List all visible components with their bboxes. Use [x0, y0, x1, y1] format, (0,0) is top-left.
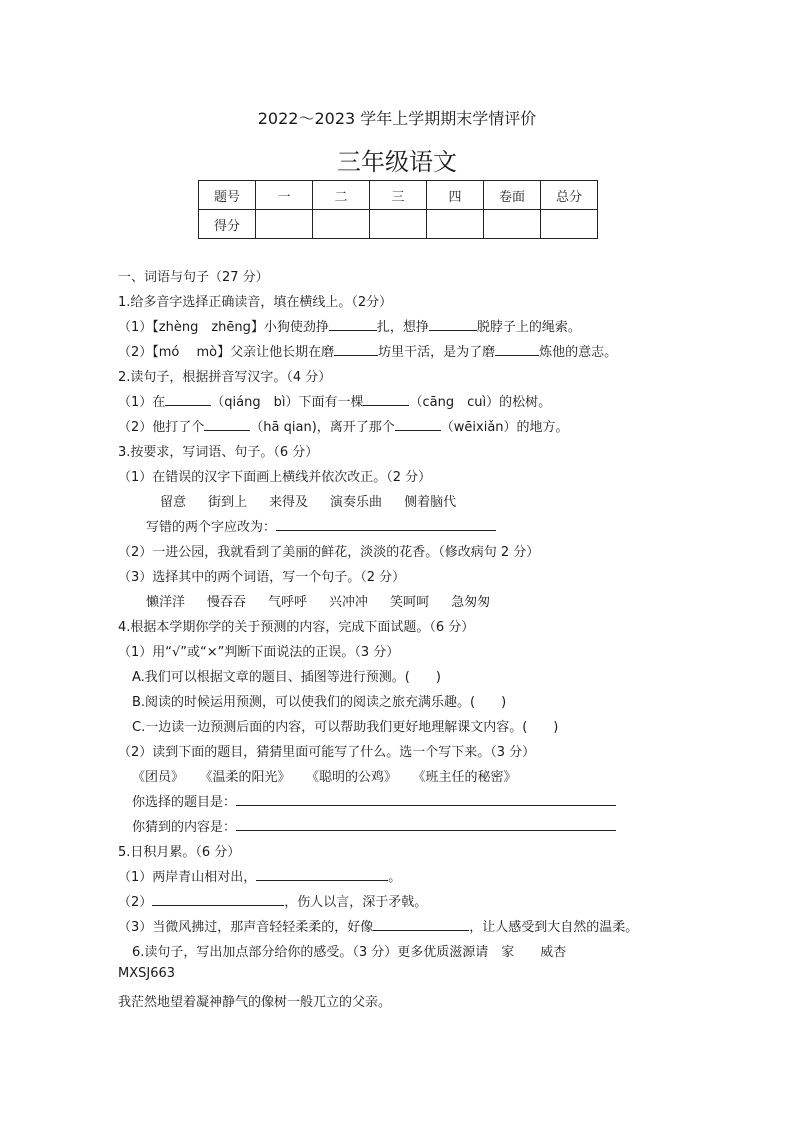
answer-blank[interactable]: [236, 793, 616, 806]
q1-item2-text: 坊里干活，是为了磨: [378, 345, 496, 360]
answer-blank[interactable]: [256, 868, 388, 881]
q2-item1-text: （1）在: [118, 395, 166, 410]
q4-option-b: B.阅读的时候运用预测，可以使我们的阅读之旅充满乐趣。( ): [132, 695, 507, 710]
q4-guess-label: 你猜到的内容是：: [132, 820, 237, 835]
exam-subject-title: 三年级语文: [337, 148, 457, 176]
score-cell[interactable]: [541, 210, 598, 239]
word: 气呼呼: [268, 595, 308, 610]
q4-guess-line: [132, 816, 616, 835]
q1-item2-text: 炼他的意志。: [539, 345, 618, 360]
q3-stem: 3.按要求，写词语、句子。（6 分）: [118, 445, 319, 460]
q5-item1-text: 。: [388, 870, 402, 885]
book-title: 《温柔的阳光》: [206, 770, 291, 785]
answer-blank[interactable]: [204, 418, 250, 431]
answer-blank[interactable]: [276, 518, 496, 531]
score-cell[interactable]: [256, 210, 313, 239]
q6-code: MXSJ663: [118, 966, 176, 981]
score-cell[interactable]: [427, 210, 484, 239]
word: 笑呵呵: [390, 595, 430, 610]
score-header-cell: 三: [370, 181, 427, 210]
q2-item1-text: （cāng cuì）的松树。: [409, 395, 552, 410]
q1-item1-text: （1）【zhèng zhēng】小狗使劲挣: [118, 320, 329, 335]
score-table: [198, 180, 598, 239]
q1-item1: [118, 316, 581, 335]
q2-item2-text: （hā qian)，离开了那个: [250, 420, 395, 435]
q5-item2-text: （2）: [118, 895, 153, 910]
q4-item2: （2）读到下面的题目，猜猜里面可能写了什么。选一个写下来。（3 分）: [118, 745, 536, 760]
q1-stem: 1.给多音字选择正确读音，填在横线上。（2分）: [118, 295, 393, 310]
q3-fix-label: 写错的两个字应改为：: [146, 520, 277, 535]
score-header-cell: 二: [313, 181, 370, 210]
score-cell[interactable]: [313, 210, 370, 239]
word: 来得及: [269, 495, 309, 510]
q5-item2-text: ，伤人以言，深于矛戟。: [284, 895, 428, 910]
q2-item1-text: （qiáng bì）下面有一棵: [211, 395, 364, 410]
score-table-header-row: [199, 181, 598, 210]
q4-choose-label: 你选择的题目是：: [132, 795, 237, 810]
q3-fix-line: [146, 516, 496, 535]
answer-blank[interactable]: [165, 393, 211, 406]
q2-item2: [118, 416, 569, 435]
score-row-label: 得分: [199, 210, 256, 239]
q4-book-list: [132, 766, 539, 785]
score-table-score-row: [199, 210, 598, 239]
word: 演奏乐曲: [330, 495, 383, 510]
answer-blank[interactable]: [152, 893, 284, 906]
section1-heading: 一、词语与句子（27 分）: [118, 270, 269, 285]
q5-item3-text: ，让人感受到大自然的温柔。: [469, 920, 639, 935]
q5-item3-text: （3）当微风拂过，那声音轻轻柔柔的，好像: [118, 920, 374, 935]
q2-item2-text: （wēixiǎn）的地方。: [440, 420, 569, 435]
answer-blank[interactable]: [329, 318, 377, 331]
q6-sentence: 我茫然地望着凝神静气的像树一般兀立的父亲。: [118, 995, 392, 1010]
book-title: 《聪明的公鸡》: [312, 770, 398, 785]
score-cell[interactable]: [484, 210, 541, 239]
answer-blank[interactable]: [334, 343, 378, 356]
q2-item1: [118, 391, 551, 410]
word: 街到上: [208, 495, 248, 510]
score-header-cell: 总分: [541, 181, 598, 210]
q5-item1-text: （1）两岸青山相对出，: [118, 870, 257, 885]
word: 急匆匆: [451, 595, 491, 610]
q1-item2-text: （2）【mó mò】父亲让他长期在磨: [118, 345, 335, 360]
word: 侧着脑代: [404, 495, 457, 510]
q1-item1-text: 扎，想挣: [376, 320, 429, 335]
q5-item3: [118, 916, 638, 935]
q2-item2-text: （2）他打了个: [118, 420, 205, 435]
q1-item2: [118, 341, 617, 360]
q4-option-c: C.一边读一边预测后面的内容，可以帮助我们更好地理解课文内容。( ): [132, 720, 559, 735]
score-header-cell: 一: [256, 181, 313, 210]
word: 兴冲冲: [329, 595, 369, 610]
word: 留意: [160, 495, 187, 510]
score-header-cell: 四: [427, 181, 484, 210]
answer-blank[interactable]: [495, 343, 539, 356]
exam-title: 2022～2023 学年上学期期末学情评价: [257, 109, 537, 128]
q4-choose-line: [132, 791, 616, 810]
q3-item1: （1）在错误的汉字下面画上横线并依次改正。（2 分）: [118, 470, 432, 485]
q5-item2: [118, 891, 427, 910]
q4-option-a: A.我们可以根据文章的题目、插图等进行预测。( ): [132, 670, 441, 685]
score-header-cell: 卷面: [484, 181, 541, 210]
book-title: 《班主任的秘密》: [419, 770, 517, 785]
book-title: 《团员》: [132, 770, 185, 785]
answer-blank[interactable]: [429, 318, 477, 331]
answer-blank[interactable]: [395, 418, 441, 431]
q4-item1: （1）用“√”或“×”判断下面说法的正误。（3 分）: [118, 645, 400, 660]
word: 慢吞吞: [207, 595, 247, 610]
q3-item3: （3）选择其中的两个词语，写一个句子。（2 分）: [118, 570, 406, 585]
q6-stem: 6.读句子，写出加点部分给你的感受。（3 分）更多优质滋源请 家 威杏: [132, 945, 567, 960]
q4-stem: 4.根据本学期你学的关于预测的内容，完成下面试题。（6 分）: [118, 620, 475, 635]
score-header-cell: 题号: [199, 181, 256, 210]
answer-blank[interactable]: [236, 818, 616, 831]
q5-item1: [118, 866, 401, 885]
answer-blank[interactable]: [363, 393, 409, 406]
q3-word-list: [160, 491, 478, 510]
score-cell[interactable]: [370, 210, 427, 239]
q5-stem: 5.日积月累。（6 分）: [118, 845, 241, 860]
q1-item1-text: 脱脖子上的绳索。: [476, 320, 581, 335]
word: 懒洋洋: [146, 595, 186, 610]
q3-word-list-2: [146, 591, 512, 610]
q2-stem: 2.读句子，根据拼音写汉字。（4 分）: [118, 370, 332, 385]
answer-blank[interactable]: [373, 918, 469, 931]
q3-item2: （2）一进公园，我就看到了美丽的鲜花，淡淡的花香。（修改病句 2 分）: [118, 545, 540, 560]
